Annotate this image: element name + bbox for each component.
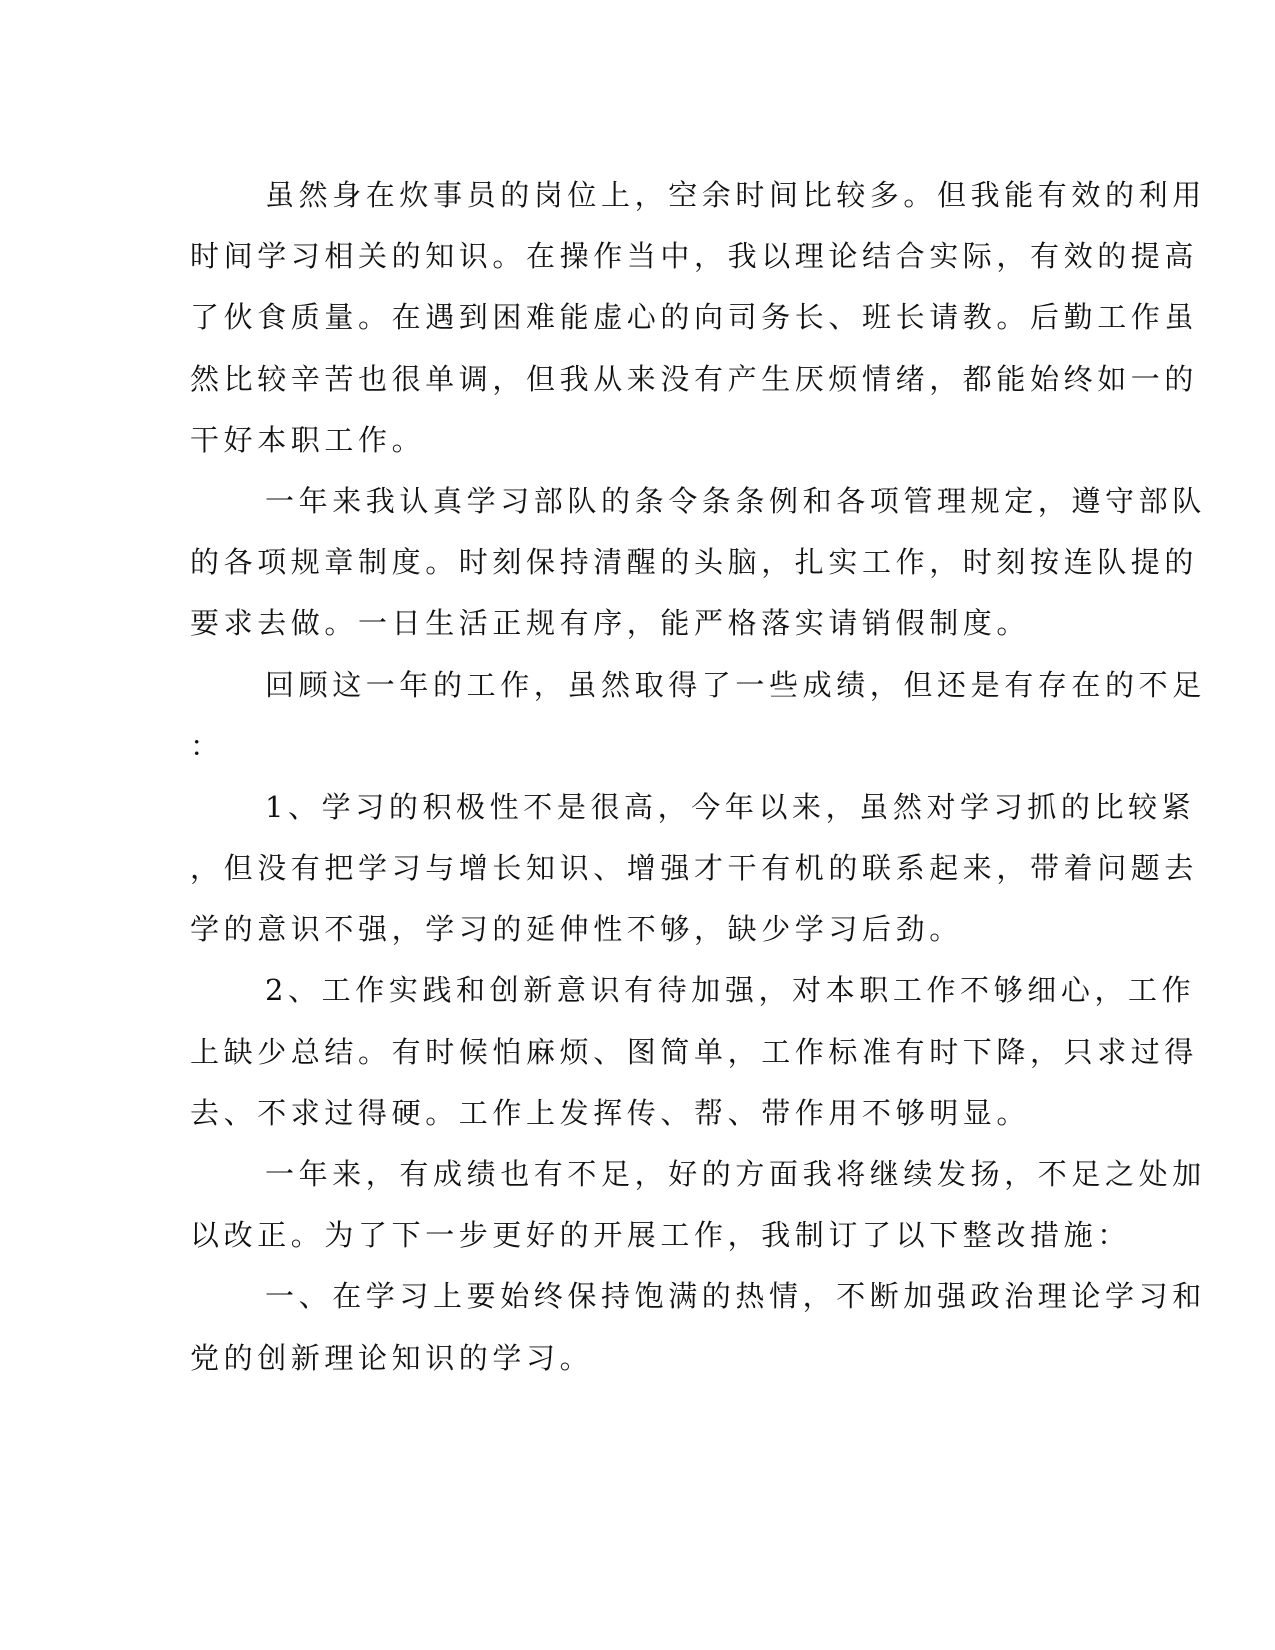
text-line: 以改正。为了下一步更好的开展工作，我制订了以下整改措施： xyxy=(190,1218,1131,1253)
text-line: 去、不求过得硬。工作上发挥传、帮、带作用不够明显。 xyxy=(190,1095,1031,1130)
text-line: 学的意识不强，学习的延伸性不够，缺少学习后劲。 xyxy=(190,912,963,947)
text-line: 2、工作实践和创新意识有待加强，对本职工作不够细心，工作 xyxy=(265,973,1196,1008)
document-body xyxy=(190,165,1206,1389)
text-line: 时间学习相关的知识。在操作当中，我以理论结合实际，有效的提高 xyxy=(190,239,1199,274)
text-line: 干好本职工作。 xyxy=(190,422,426,457)
text-line: ，但没有把学习与增长知识、增强才干有机的联系起来，带着问题去 xyxy=(190,851,1199,886)
text-line: 1、学习的积极性不是很高，今年以来，虽然对学习抓的比较紧 xyxy=(265,789,1196,824)
text-line: 的各项规章制度。时刻保持清醒的头脑，扎实工作，时刻按连队提的 xyxy=(190,545,1199,580)
text-line: 一年来，有成绩也有不足，好的方面我将继续发扬，不足之处加 xyxy=(265,1157,1206,1191)
text-line: 一、在学习上要始终保持饱满的热情，不断加强政治理论学习和 xyxy=(265,1279,1206,1314)
text-line: 一年来我认真学习部队的条令条条例和各项管理规定，遵守部队 xyxy=(265,483,1206,518)
text-line: ： xyxy=(190,728,224,763)
text-line: 然比较辛苦也很单调，但我从来没有产生厌烦情绪，都能始终如一的 xyxy=(190,361,1199,396)
text-line: 虽然身在炊事员的岗位上，空余时间比较多。但我能有效的利用 xyxy=(265,178,1206,212)
text-line: 了伙食质量。在遇到困难能虚心的向司务长、班长请教。后勤工作虽 xyxy=(190,300,1199,335)
text-line: 上缺少总结。有时候怕麻烦、图简单，工作标准有时下降，只求过得 xyxy=(190,1034,1199,1069)
text-line: 要求去做。一日生活正规有序，能严格落实请销假制度。 xyxy=(190,606,1031,641)
text-line: 回顾这一年的工作，虽然取得了一些成绩，但还是有存在的不足 xyxy=(265,667,1206,702)
text-line: 党的创新理论知识的学习。 xyxy=(190,1340,594,1375)
